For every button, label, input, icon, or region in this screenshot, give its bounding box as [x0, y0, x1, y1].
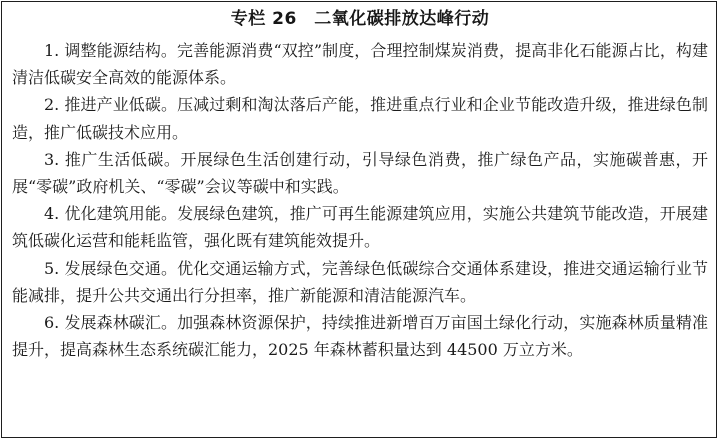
- action-item-green-transport: 5. 发展绿色交通。优化交通运输方式，完善绿色低碳综合交通体系建设，推进交通运输行业节能减排，提升公共交通出行分担率，推广新能源和清洁能源汽车。: [12, 258, 708, 305]
- action-item-forest-carbon-sink: 6. 发展森林碳汇。加强森林资源保护，持续推进新增百万亩国土绿化行动，实施森林质量精准提升，提高森林生态系统碳汇能力，2025 年森林蓄积量达到 44500 万立方米。: [12, 313, 708, 360]
- action-item-energy-structure: 1. 调整能源结构。完善能源消费“双控”制度，合理控制煤炭消费，提高非化石能源占比，构建清洁低碳安全高效的能源体系。: [12, 41, 708, 88]
- column-title: 专栏 26 二氧化碳排放达峰行动: [230, 9, 490, 29]
- action-list: [12, 37, 708, 363]
- action-item-lifestyle-low-carbon: 3. 推广生活低碳。开展绿色生活创建行动，引导绿色消费，推广绿色产品，实施碳普惠，开展“零碳”政府机关、“零碳”会议等碳中和实践。: [12, 149, 708, 197]
- action-item-industry-low-carbon: 2. 推进产业低碳。压减过剩和淘汰落后产能，推进重点行业和企业节能改造升级，推进绿色制造，推广低碳技术应用。: [12, 95, 708, 142]
- column-box: [1, 1, 717, 438]
- action-item-building-energy: 4. 优化建筑用能。发展绿色建筑，推广可再生能源建筑应用，实施公共建筑节能改造，开展建筑低碳化运营和能耗监管，强化既有建筑能效提升。: [12, 204, 708, 251]
